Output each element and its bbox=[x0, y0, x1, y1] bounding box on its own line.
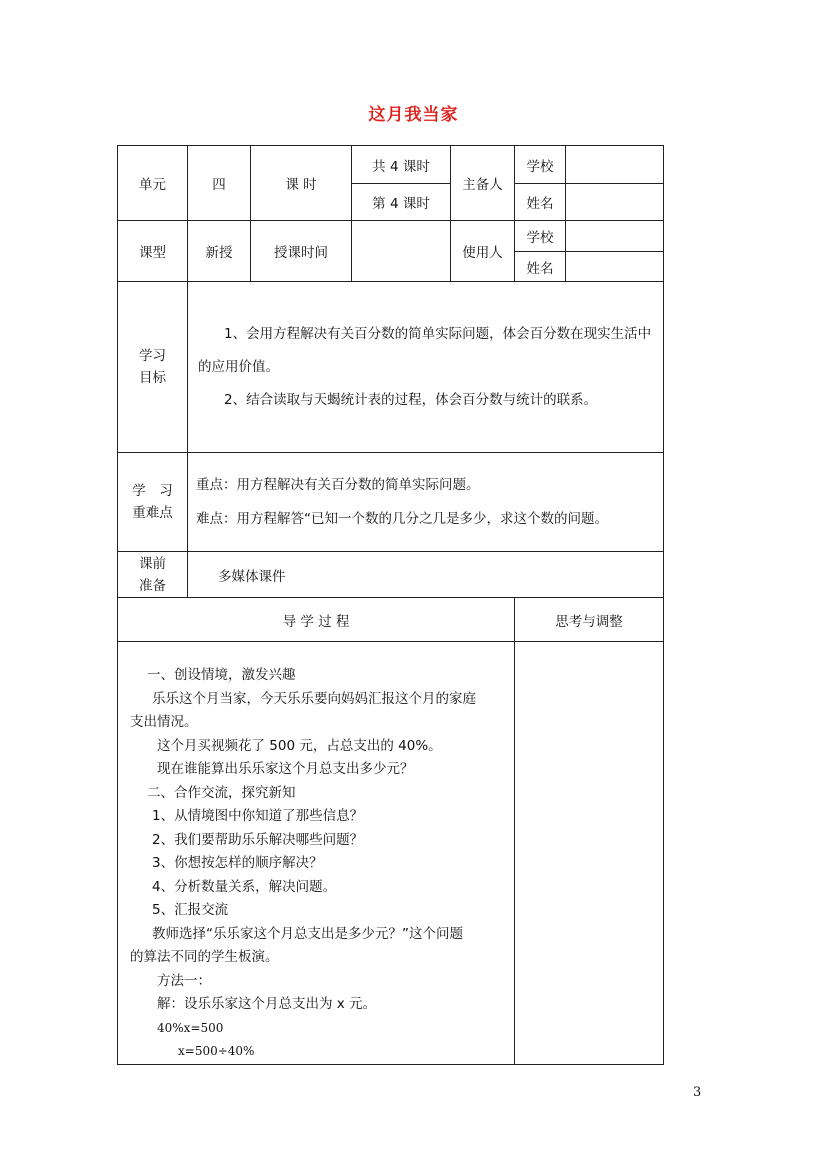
preparer-label: 主备人 bbox=[451, 146, 515, 221]
prep-label bbox=[118, 552, 188, 598]
name-label-2: 姓名 bbox=[515, 252, 566, 282]
process-line: 40%x=500 bbox=[157, 1020, 224, 1035]
unit-label: 单元 bbox=[118, 146, 188, 221]
goals-label bbox=[118, 282, 188, 453]
lesson-type-label: 课型 bbox=[118, 221, 188, 282]
goals-label-line1: 学习 bbox=[139, 348, 166, 364]
goal-item-2: 2、结合读取与天蝎统计表的过程，体会百分数与统计的联系。 bbox=[224, 391, 598, 408]
teach-time-label: 授课时间 bbox=[251, 221, 352, 282]
period-total: 共 4 课时 bbox=[352, 146, 451, 184]
process-line: 5、汇报交流 bbox=[152, 902, 229, 918]
prep-label-line1: 课前 bbox=[139, 555, 166, 572]
lesson-plan-table bbox=[117, 145, 664, 1065]
name-value-2 bbox=[566, 252, 664, 282]
key-points-content bbox=[188, 453, 664, 552]
adjust-content bbox=[515, 642, 664, 1065]
process-line: 乐乐这个月当家，今天乐乐要向妈妈汇报这个月的家庭 bbox=[152, 690, 476, 707]
teach-time-value bbox=[352, 221, 451, 282]
page-number: 3 bbox=[693, 1085, 702, 1100]
school-value-2 bbox=[566, 221, 664, 252]
school-label-2: 学校 bbox=[515, 221, 566, 252]
process-line: 的算法不同的学生板演。 bbox=[130, 949, 279, 965]
goals-content bbox=[188, 282, 664, 453]
process-line: x=500÷40% bbox=[178, 1044, 255, 1058]
goal-item-1: 1、会用方程解决有关百分数的简单实际问题，体会百分数在现实生活中的应用价值。 bbox=[198, 325, 652, 375]
key-points-label-line1: 学 习 bbox=[132, 483, 173, 499]
user-label: 使用人 bbox=[451, 221, 515, 282]
process-content bbox=[118, 642, 515, 1065]
goals-label-line2: 目标 bbox=[139, 370, 166, 386]
school-label: 学校 bbox=[515, 146, 566, 184]
school-value bbox=[566, 146, 664, 184]
difficulty-point: 难点：用方程解答“已知一个数的几分之几是多少，求这个数的问题。 bbox=[196, 511, 608, 527]
process-line: 二、合作交流，探究新知 bbox=[147, 784, 296, 801]
process-header: 导 学 过 程 bbox=[118, 598, 515, 642]
adjust-header: 思考与调整 bbox=[515, 598, 664, 642]
process-line: 一、创设情境，激发兴趣 bbox=[147, 667, 296, 683]
process-line: 3、你想按怎样的顺序解决？ bbox=[152, 855, 323, 871]
document-title: 这月我当家 bbox=[368, 105, 459, 125]
process-line: 现在谁能算出乐乐家这个月总支出多少元？ bbox=[157, 761, 414, 777]
process-line: 支出情况。 bbox=[130, 714, 198, 730]
process-line: 这个月买视频花了 500 元，占总支出的 40%。 bbox=[157, 737, 442, 754]
prep-label-line2: 准备 bbox=[139, 577, 166, 594]
unit-value: 四 bbox=[188, 146, 251, 221]
lesson-type-value: 新授 bbox=[188, 221, 251, 282]
key-points-label bbox=[118, 453, 188, 552]
prep-value: 多媒体课件 bbox=[188, 552, 664, 598]
key-point: 重点：用方程解决有关百分数的简单实际问题。 bbox=[196, 477, 480, 493]
process-line: 方法一： bbox=[157, 972, 211, 989]
process-line: 1、从情境图中你知道了那些信息？ bbox=[152, 808, 364, 824]
key-points-label-line2: 重难点 bbox=[132, 505, 173, 521]
process-line: 2、我们要帮助乐乐解决哪些问题？ bbox=[152, 831, 364, 848]
process-line: 4、分析数量关系，解决问题。 bbox=[152, 878, 337, 895]
process-line: 解：设乐乐家这个月总支出为 x 元。 bbox=[157, 996, 377, 1012]
name-value bbox=[566, 184, 664, 221]
process-line: 教师选择“乐乐家这个月总支出是多少元？”这个问题 bbox=[152, 925, 463, 942]
period-label: 课 时 bbox=[251, 146, 352, 221]
period-current: 第 4 课时 bbox=[352, 184, 451, 221]
name-label: 姓名 bbox=[515, 184, 566, 221]
